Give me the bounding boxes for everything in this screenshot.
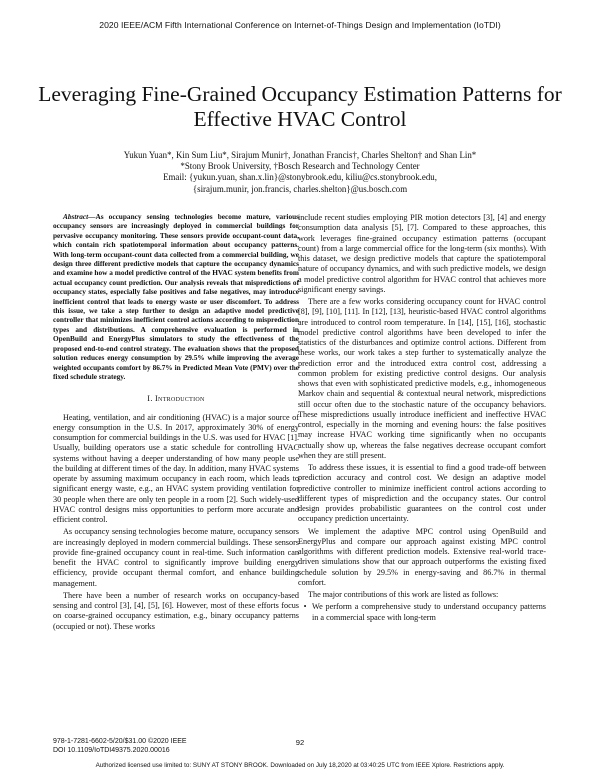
author-email-line-2: {sirajum.munir, jon.francis, charles.shelton}@us.bosch.com: [192, 183, 408, 194]
abstract: [53, 212, 299, 381]
bullet-mark: •: [303, 602, 307, 612]
section-title: Introduction: [155, 394, 205, 404]
author-names: Yukun Yuan*, Kin Sum Liu*, Sirajum Munir†, Jonathan Francis†, Charles Shelton† and Shan Lin*: [123, 150, 477, 160]
body-paragraph: To address these issues, it is essential to find a good trade-off between prediction accuracy and control cost. We design an adaptive model predictive controller to minimize inefficient control actions according to different types of misprediction and the occupancy states. Our control design provides probabilistic guarantees on the control cost under occupancy prediction uncertainty.: [298, 463, 546, 524]
body-paragraph: As occupancy sensing technologies become mature, occupancy sensors are increasingly deployed in modern commercial buildings. These sensors provide fine-grained occupancy count in real-time. Such information can benefit the HVAC control to significantly improve building energy efficiency, provide occupant thermal comfort, and enhance building management.: [53, 527, 299, 588]
contribution-bullet: [298, 602, 546, 623]
right-column: [298, 213, 546, 623]
abstract-text: —As occupancy sensing technologies become mature, various occupancy sensors are increasingly deployed in commercial buildings for pervasive occupancy monitoring. These sensors provide occupant-count data, which contain rich spatiotemporal information about occupancy patterns. With long-term occupant-count data collected from a commercial building, we design three different predictive models that capture the occupancy dynamics and examine how a model predictive control of the HVAC system benefits from actual occupancy count prediction. Our analysis reveals that mispredictions of occupancy states, especially false positives and false negatives, may introduce inefficient control that leads to energy waste or user discomfort. To address this issue, we take a step further to design an adaptive model predictive controller that minimizes inefficient control actions according to misprediction types and distributions. A comprehensive evaluation is performed in OpenBuild and EnergyPlus simulators to study the effectiveness of the proposed end-to-end control strategy. The evaluation shows that the proposed solution reduces energy consumption by 29.5% while improving the average weighted occupants comfort by 86.7% in Predicted Mean Vote (PMV) over the fixed schedule strategy.: [53, 212, 299, 381]
body-paragraph-continued: include recent studies employing PIR motion detectors [3], [4] and energy consumption data analysis [5], [7]. Compared to these approaches, this work leverages fine-grained occupancy estimation patterns (occupant count) from a large commercial office for the long-term (six months). With this dataset, we design predictive models that capture the spatiotemporal nature of occupancy dynamics, and with such predictive models, we design a model predictive control algorithm for HVAC control that achieves more significant energy savings.: [298, 213, 546, 294]
bullet-text: We perform a comprehensive study to understand occupancy patterns in a commercial space with long-term: [312, 602, 546, 622]
section-number: I.: [147, 394, 153, 404]
author-email-line-1: Email: {yukun.yuan, shan.x.lin}@stonybrook.edu, kiliu@cs.stonybrook.edu,: [163, 172, 437, 183]
body-paragraph: Heating, ventilation, and air conditioning (HVAC) is a major source of energy consumption in the U.S. In 2017, approximately 30% of energy consumption for commercial buildings in the U.S. was used for HVAC [1]. Usually, building operators use a static schedule for controlling HVAC systems without having a deeper understanding of how many people use the building at different times of the day. In addition, many HVAC systems operate by assuming maximum occupancy in each room, which leads to significant energy waste, e.g., an HVAC system providing ventilation for 30 people when there are only ten people in a room [2]. Such widely-used HVAC control designs miss opportunities to perform more accurate and efficient control.: [53, 412, 299, 525]
page-number: 92: [295, 738, 305, 747]
body-paragraph: There have been a number of research works on occupancy-based sensing and control [3], [4], [5], [6]. However, most of these efforts focus on coarse-grained occupancy estimation, e.g., binary occupancy patterns (occupied or not). These works: [53, 590, 299, 631]
body-paragraph: The major contributions of this work are listed as follows:: [308, 590, 499, 599]
body-paragraph: There are a few works considering occupancy count for HVAC control [8], [9], [10], [11]. In [12], [13], heuristic-based HVAC control algorithms are introduced to control room temperature. In [14], [15], [16], stochastic model predictive control algorithms have been developed to infer the statistics of the disturbances and optimize control actions. Different from these works, our work takes a step further to systematically analyze the prediction error and the introduced extra control cost, addressing a common problem for existing predictive control designs. Our analysis shows that even with sophisticated predictive models, e.g., inhomogeneous Markov chain and sequential & contextual neural network, mispredictions still occur often due to the stochastic nature of the occupancy behaviors. These mispredictions usually introduce inefficient and ineffective HVAC control, especially in the morning and evening hours: the false positives may increase HVAC working time significantly when no occupants actually show up, whereas the false negatives decrease occupant comfort when they are still present.: [298, 297, 546, 460]
author-affiliation: *Stony Brook University, †Bosch Research and Technology Center: [180, 161, 420, 172]
abstract-label: Abstract: [63, 212, 89, 221]
body-paragraph: We implement the adaptive MPC control using OpenBuild and EnergyPlus and compare our approach against existing MPC control algorithms with different prediction models. Extensive real-world trace-driven simulations show that our approach outperforms the existing fixed schedule solution by 29.5% in energy-saving and 86.7% in thermal comfort.: [298, 526, 546, 587]
section-heading: [53, 394, 299, 404]
left-column: [53, 212, 299, 634]
author-block: [20, 150, 580, 195]
paper-title: Leveraging Fine-Grained Occupancy Estimation Patterns for Effective HVAC Control: [38, 82, 562, 131]
isbn-line: 978-1-7281-6602-5/20/$31.00 ©2020 IEEE: [53, 738, 187, 745]
license-notice: Authorized licensed use limited to: SUNY AT STONY BROOK. Downloaded on July 18,2020 at 03:40:25 UTC from IEEE Xplore. Restrictions apply.: [95, 762, 505, 769]
doi-line: DOI 10.1109/IoTDI49375.2020.00016: [53, 746, 170, 754]
conference-header: 2020 IEEE/ACM Fifth International Conference on Internet-of-Things Design and Implementation (IoTDI): [99, 20, 501, 30]
